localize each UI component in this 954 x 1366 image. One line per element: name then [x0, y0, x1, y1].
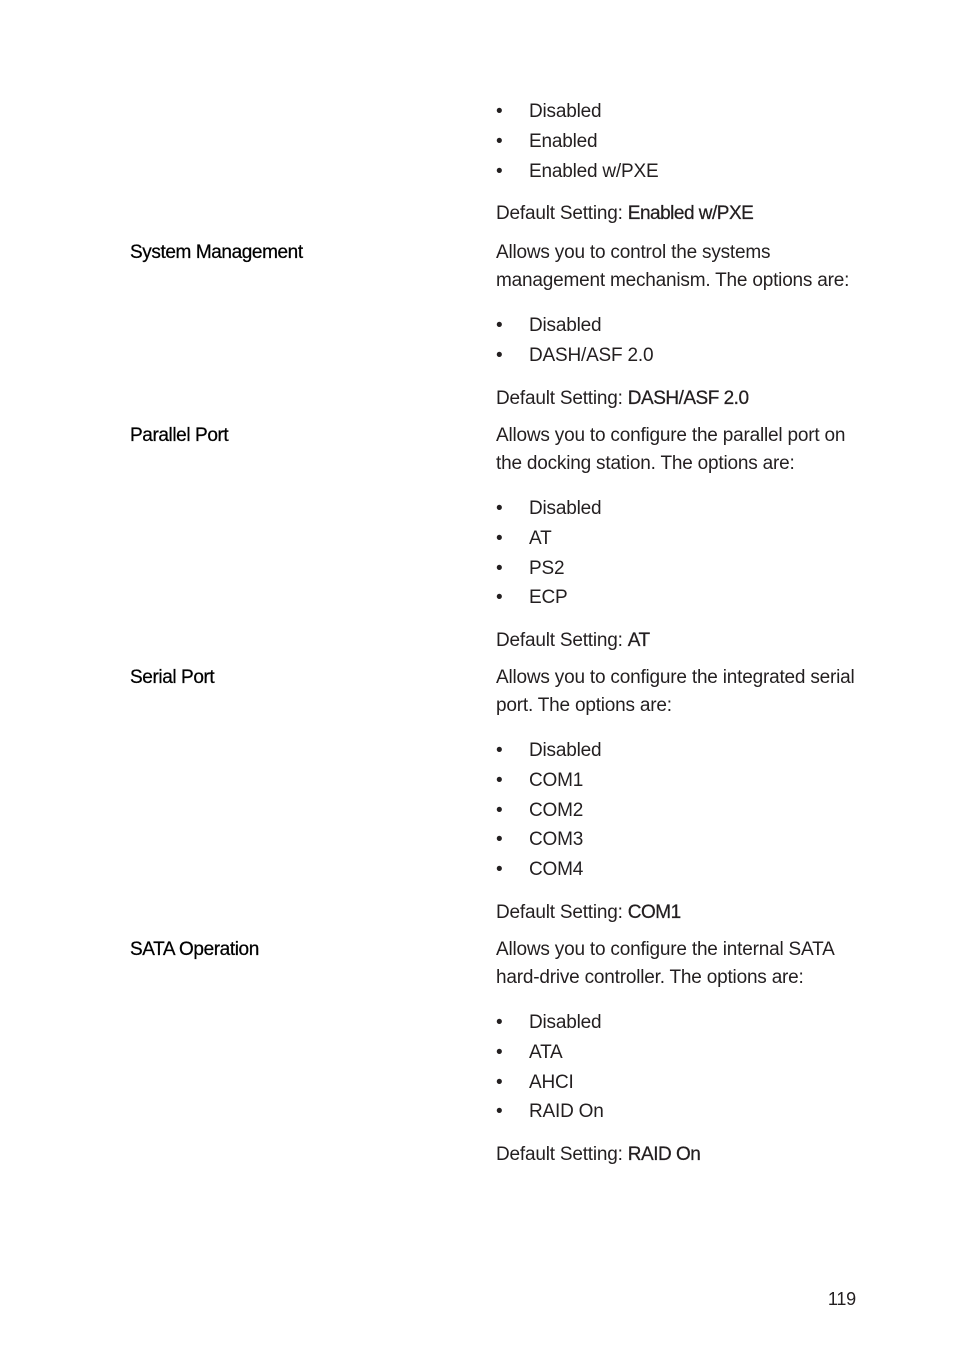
default-setting-value: DASH/ASF 2.0 [627, 387, 749, 409]
option-item: • Disabled [496, 736, 856, 766]
default-setting-value: Enabled w/PXE [627, 203, 754, 225]
option-item: • PS2 [496, 554, 856, 584]
option-item: • DASH/ASF 2.0 [496, 341, 856, 371]
default-setting-value: AT [627, 630, 650, 652]
default-setting-value: RAID On [627, 1144, 701, 1166]
setting-description: Allows you to configure the integrated serial port. The options are: [496, 667, 855, 716]
option-item: • RAID On [496, 1097, 856, 1127]
option-item: • Disabled [496, 97, 856, 127]
option-item: • Enabled w/PXE [496, 157, 856, 187]
option-item: • COM3 [496, 825, 856, 855]
option-item: • ATA [496, 1038, 856, 1068]
option-list [496, 1008, 856, 1127]
default-setting [496, 1141, 856, 1169]
option-list [496, 494, 856, 613]
option-item: • COM1 [496, 766, 856, 796]
option-item: • Enabled [496, 127, 856, 157]
setting-label: System Management [130, 242, 303, 263]
option-item: • Disabled [496, 311, 856, 341]
default-setting [496, 385, 856, 413]
option-item: • Disabled [496, 494, 856, 524]
default-setting-value: COM1 [627, 901, 681, 923]
default-setting [496, 627, 856, 655]
setting-description: Allows you to control the systems management mechanism. The options are: [496, 242, 850, 291]
setting-label: Serial Port [130, 667, 215, 688]
option-item: • Disabled [496, 1008, 856, 1038]
option-item: • AT [496, 524, 856, 554]
setting-label: Parallel Port [130, 425, 229, 446]
option-list [496, 97, 856, 186]
default-setting-prefix: Default Setting: [496, 630, 628, 652]
page-number: 119 [827, 1289, 856, 1309]
option-item: • ECP [496, 583, 856, 613]
setting-label: SATA Operation [130, 939, 259, 960]
default-setting-prefix: Default Setting: [496, 901, 628, 923]
setting-description-block [496, 239, 856, 413]
option-list [496, 736, 856, 885]
option-item: • COM4 [496, 855, 856, 885]
setting-description-block [496, 664, 856, 927]
setting-description-block [496, 936, 856, 1169]
option-item: • AHCI [496, 1068, 856, 1098]
setting-description-block [496, 422, 856, 655]
default-setting [496, 200, 856, 228]
default-setting-prefix: Default Setting: [496, 387, 628, 409]
option-list [496, 311, 856, 371]
setting-description: Allows you to configure the internal SATA hard-drive controller. The options are: [496, 939, 834, 988]
default-setting [496, 899, 856, 927]
continued-setting-block [496, 97, 856, 228]
option-item: • COM2 [496, 796, 856, 826]
setting-description: Allows you to configure the parallel port on the docking station. The options are: [496, 425, 846, 474]
default-setting-prefix: Default Setting: [496, 1144, 628, 1166]
default-setting-prefix: Default Setting: [496, 203, 628, 225]
